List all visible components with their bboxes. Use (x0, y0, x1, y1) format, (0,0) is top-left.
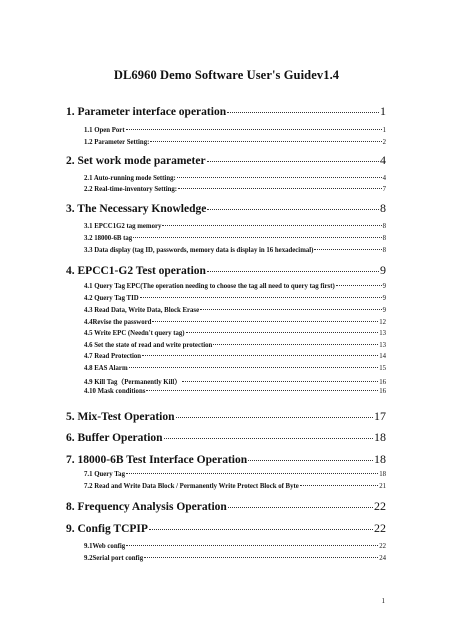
toc-entry-label: 4.2 Query Tag TID (84, 295, 139, 302)
toc-leader-dots (176, 417, 374, 418)
toc-subsection-entry[interactable] (84, 223, 386, 230)
toc-entry-page: 9 (382, 283, 386, 290)
toc-section-entry[interactable] (66, 409, 386, 424)
toc-section-entry[interactable] (66, 499, 386, 514)
toc-entry-label: 3.2 18000-6B tag (84, 235, 133, 242)
toc-leader-dots (200, 309, 381, 310)
toc-subsection-entry[interactable] (84, 330, 386, 337)
toc-entry-page: 8 (380, 201, 386, 215)
toc-subsection-entry[interactable] (84, 353, 386, 360)
toc-entry-label: 4.5 Write EPC (Needn't query tag) (84, 330, 185, 337)
toc-leader-dots (150, 141, 381, 142)
toc-subsection-entry[interactable] (84, 235, 386, 242)
toc-leader-dots (336, 285, 382, 286)
toc-leader-dots (177, 177, 382, 178)
toc-leader-dots (133, 237, 381, 238)
toc-leader-dots (126, 473, 378, 474)
toc-section-entry[interactable] (66, 263, 386, 278)
toc-section-entry[interactable] (66, 153, 386, 168)
toc-entry-label: 1.1 Open Port (84, 127, 125, 134)
toc-entry-label: 4.4Revise the password (84, 319, 152, 326)
toc-entry-page: 9 (380, 263, 386, 277)
toc-subsection-entry[interactable] (84, 307, 386, 314)
toc-leader-dots (248, 460, 373, 461)
toc-subsection-entry[interactable] (84, 471, 386, 478)
toc-entry-page: 13 (379, 330, 386, 337)
toc-entry-page: 2 (382, 139, 386, 146)
toc-entry-label: 4.8 EAS Alarm (84, 365, 128, 372)
toc-entry-label: 9. Config TCPIP (66, 523, 148, 535)
toc-leader-dots (178, 188, 382, 189)
toc-entry-page: 4 (382, 175, 386, 182)
toc-entry-page: 8 (382, 235, 386, 242)
toc-subsection-entry[interactable] (84, 127, 386, 134)
toc-entry-page: 1 (380, 104, 386, 118)
toc-leader-dots (182, 381, 378, 382)
toc-subsection-entry[interactable] (84, 543, 386, 550)
toc-entry-page: 24 (379, 555, 386, 562)
toc-entry-label: 3.3 Data display (tag ID, passwords, memory data is display in 16 hexadecimal) (84, 247, 314, 254)
toc-entry-page: 13 (379, 342, 386, 349)
toc-entry-label: 2.1 Auto-running mode Setting: (84, 175, 176, 182)
toc-entry-label: 4.6 Set the state of read and write protection (84, 342, 213, 349)
toc-entry-page: 16 (379, 379, 386, 386)
toc-subsection-entry[interactable] (84, 139, 386, 146)
toc-leader-dots (129, 367, 379, 368)
toc-entry-label: 3.1 EPCC1G2 tag memory (84, 223, 162, 230)
toc-entry-page: 7 (382, 186, 386, 193)
toc-entry-page: 16 (379, 388, 386, 395)
toc-entry-label: 9.2Serial port config (84, 555, 144, 562)
toc-leader-dots (300, 485, 378, 486)
toc-entry-label: 2. Set work mode parameter (66, 155, 206, 167)
toc-entry-page: 18 (374, 452, 386, 466)
toc-entry-page: 9 (382, 307, 386, 314)
toc-subsection-entry[interactable] (84, 376, 386, 386)
toc-leader-dots (146, 390, 378, 391)
toc-entry-label: 4.10 Mask conditions (84, 388, 146, 395)
toc-entry-page: 9 (382, 295, 386, 302)
toc-leader-dots (162, 225, 381, 226)
toc-section-entry[interactable] (66, 521, 386, 536)
toc-subsection-entry[interactable] (84, 319, 386, 326)
toc-entry-page: 8 (382, 247, 386, 254)
toc-entry-page: 15 (379, 365, 386, 372)
toc-section-entry[interactable] (66, 430, 386, 445)
toc-subsection-entry[interactable] (84, 247, 386, 254)
toc-leader-dots (149, 529, 373, 530)
toc-entry-label: 4. EPCC1-G2 Test operation (66, 265, 206, 277)
toc-leader-dots (140, 297, 382, 298)
toc-entry-label: 2.2 Real-time-inventory Setting: (84, 186, 178, 193)
toc-entry-label: 4.3 Read Data, Write Data, Block Erase (84, 307, 200, 314)
page-number: 1 (381, 597, 385, 605)
document-title: DL6960 Demo Software User's Guidev1.4 (113, 68, 340, 82)
toc-entry-label: 1. Parameter interface operation (66, 106, 227, 118)
toc-entry-label: 4.9 Kill Tag（Permanently Kill） (84, 379, 182, 386)
toc-entry-page: 18 (379, 471, 386, 478)
toc-entry-page: 8 (382, 223, 386, 230)
toc-leader-dots (207, 161, 379, 162)
toc-entry-page: 12 (379, 319, 386, 326)
toc-leader-dots (207, 209, 379, 210)
toc-leader-dots (186, 332, 379, 333)
toc-entry-page: 22 (374, 499, 386, 513)
toc-entry-label: 8. Frequency Analysis Operation (66, 501, 227, 513)
toc-leader-dots (144, 557, 378, 558)
toc-subsection-entry[interactable] (84, 483, 386, 490)
toc-leader-dots (126, 129, 382, 130)
toc-subsection-entry[interactable] (84, 388, 386, 395)
toc-entry-page: 17 (374, 409, 386, 423)
toc-entry-label: 5. Mix-Test Operation (66, 411, 175, 423)
toc-entry-page: 14 (379, 353, 386, 360)
toc-entry-page: 21 (379, 483, 386, 490)
toc-section-entry[interactable] (66, 201, 386, 216)
toc-entry-page: 4 (380, 153, 386, 167)
toc-entry-page: 22 (379, 543, 386, 550)
toc-entry-label: 7.1 Query Tag (84, 471, 125, 478)
toc-subsection-entry[interactable] (84, 365, 386, 372)
toc-subsection-entry[interactable] (84, 175, 386, 182)
toc-leader-dots (213, 344, 378, 345)
toc-leader-dots (207, 271, 379, 272)
toc-subsection-entry[interactable] (84, 283, 386, 290)
toc-entry-page: 18 (374, 430, 386, 444)
toc-entry-label: 4.1 Query Tag EPC(The operation needing to choose the tag all need to query tag first) (84, 283, 335, 290)
toc-subsection-entry[interactable] (84, 186, 386, 193)
toc-leader-dots (142, 355, 378, 356)
toc-entry-label: 9.1Web config (84, 543, 126, 550)
toc-subsection-entry[interactable] (84, 342, 386, 349)
toc-subsection-entry[interactable] (84, 555, 386, 562)
toc-entry-label: 3. The Necessary Knowledge (66, 203, 207, 215)
toc-entry-page: 22 (374, 521, 386, 535)
toc-leader-dots (126, 545, 378, 546)
toc-leader-dots (227, 112, 379, 113)
toc-section-entry[interactable] (66, 104, 386, 119)
toc-subsection-entry[interactable] (84, 295, 386, 302)
toc-leader-dots (314, 249, 381, 250)
toc-entry-label: 1.2 Parameter Setting: (84, 139, 150, 146)
toc-entry-page: 1 (382, 127, 386, 134)
toc-entry-label: 7.2 Read and Write Data Block / Permanently Write Protect Block of Byte (84, 483, 299, 490)
toc-entry-label: 7. 18000-6B Test Interface Operation (66, 454, 248, 466)
toc-leader-dots (228, 507, 373, 508)
toc-section-entry[interactable] (66, 452, 386, 467)
toc-leader-dots (152, 321, 378, 322)
toc-entry-label: 6. Buffer Operation (66, 432, 163, 444)
toc-leader-dots (164, 438, 373, 439)
toc-entry-label: 4.7 Read Protection (84, 353, 142, 360)
